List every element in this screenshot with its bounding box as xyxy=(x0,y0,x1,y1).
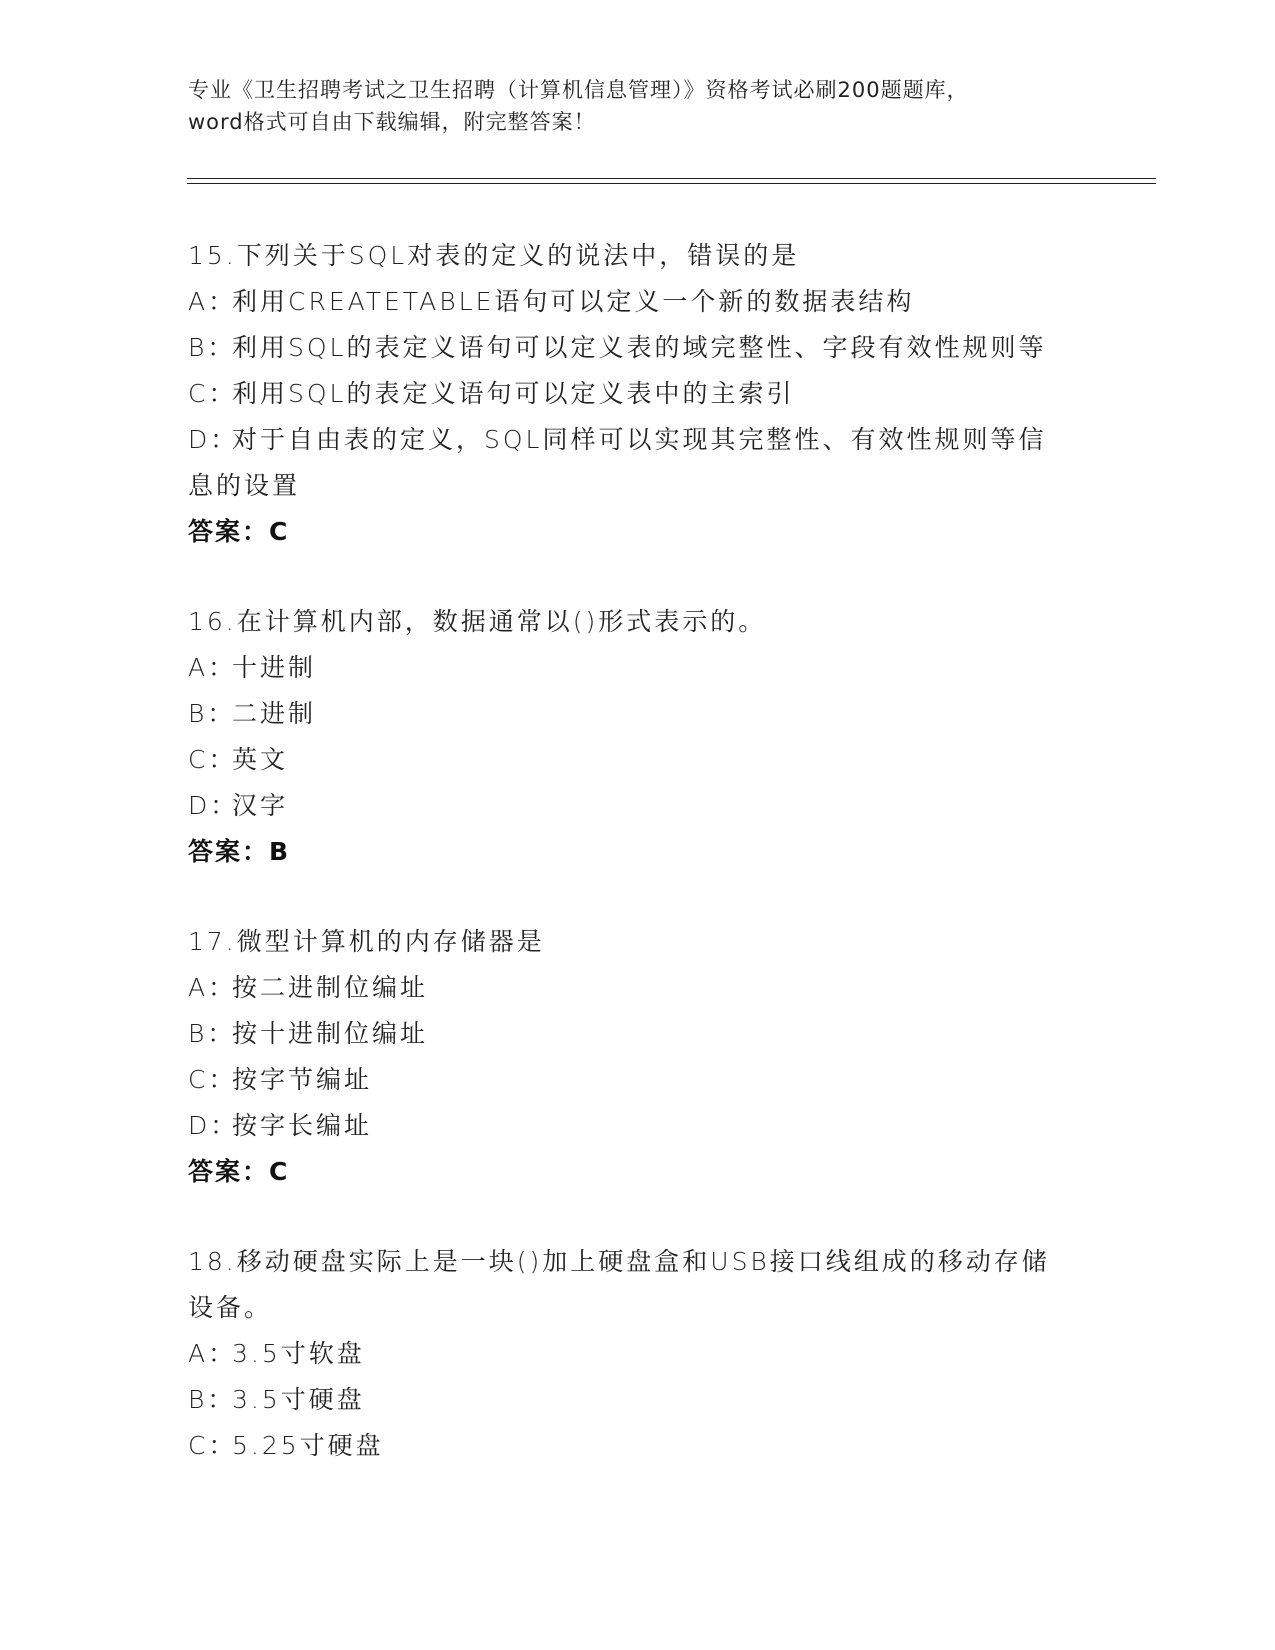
option-key: A： xyxy=(188,973,237,1002)
option-key: C： xyxy=(188,1065,237,1094)
question-list xyxy=(188,233,1088,1513)
option-text: 按字节编址 xyxy=(232,1065,373,1094)
option-a xyxy=(188,965,1088,1011)
option-text: 3.5寸硬盘 xyxy=(232,1385,365,1414)
option-d xyxy=(188,417,1088,463)
option-key: B： xyxy=(188,333,236,362)
answer-label: 答案：C xyxy=(188,517,290,546)
question-16 xyxy=(188,599,1088,875)
option-c xyxy=(188,1423,1088,1469)
option-key: A： xyxy=(188,653,237,682)
question-18 xyxy=(188,1239,1088,1469)
option-key: C： xyxy=(188,379,237,408)
option-b xyxy=(188,1011,1088,1057)
option-a xyxy=(188,1331,1088,1377)
header-divider-top xyxy=(187,178,1156,179)
option-c xyxy=(188,1057,1088,1103)
question-stem: 18.移动硬盘实际上是一块()加上硬盘盒和USB接口线组成的移动存储 xyxy=(188,1247,1050,1276)
header-title-line-2: word格式可自由下载编辑，附完整答案！ xyxy=(188,110,596,134)
option-key: B： xyxy=(188,1385,236,1414)
option-text: 3.5寸软盘 xyxy=(232,1339,365,1368)
question-stem: 16.在计算机内部，数据通常以()形式表示的。 xyxy=(188,607,767,636)
document-header xyxy=(188,74,1088,138)
option-b xyxy=(188,325,1088,371)
option-key: A： xyxy=(188,1339,237,1368)
option-key: D： xyxy=(188,1111,239,1140)
option-d-continuation: 息的设置 xyxy=(188,471,301,500)
option-text: 英文 xyxy=(232,745,289,774)
option-key: D： xyxy=(188,425,239,454)
option-text: 按字长编址 xyxy=(232,1111,373,1140)
option-a xyxy=(188,645,1088,691)
option-c xyxy=(188,737,1088,783)
question-stem-continuation: 设备。 xyxy=(188,1293,273,1322)
option-text: 十进制 xyxy=(232,653,317,682)
option-key: A： xyxy=(188,287,237,316)
option-key: C： xyxy=(188,745,237,774)
option-a xyxy=(188,279,1088,325)
header-divider-bottom xyxy=(187,183,1156,184)
answer-label: 答案：C xyxy=(188,1157,290,1186)
answer-label: 答案：B xyxy=(188,837,291,866)
option-b xyxy=(188,691,1088,737)
option-b xyxy=(188,1377,1088,1423)
option-text: 二进制 xyxy=(232,699,317,728)
option-key: B： xyxy=(188,1019,236,1048)
question-17 xyxy=(188,919,1088,1195)
option-text: 利用CREATETABLE语句可以定义一个新的数据表结构 xyxy=(232,287,915,316)
option-text: 5.25寸硬盘 xyxy=(232,1431,384,1460)
option-text: 利用SQL的表定义语句可以定义表中的主索引 xyxy=(232,379,795,408)
option-text: 汉字 xyxy=(232,791,289,820)
option-key: D： xyxy=(188,791,239,820)
option-text: 按二进制位编址 xyxy=(232,973,429,1002)
option-text: 按十进制位编址 xyxy=(232,1019,429,1048)
option-key: C： xyxy=(188,1431,237,1460)
option-key: B： xyxy=(188,699,236,728)
option-text: 利用SQL的表定义语句可以定义表的域完整性、字段有效性规则等 xyxy=(232,333,1047,362)
option-d xyxy=(188,1103,1088,1149)
question-stem: 17.微型计算机的内存储器是 xyxy=(188,927,545,956)
option-text: 对于自由表的定义，SQL同样可以实现其完整性、有效性规则等信 xyxy=(232,425,1047,454)
question-stem: 15.下列关于SQL对表的定义的说法中，错误的是 xyxy=(188,241,800,270)
option-d xyxy=(188,783,1088,829)
option-c xyxy=(188,371,1088,417)
header-title-line-1: 专业《卫生招聘考试之卫生招聘（计算机信息管理）》资格考试必刷200题题库， xyxy=(188,78,969,102)
question-15 xyxy=(188,233,1088,555)
